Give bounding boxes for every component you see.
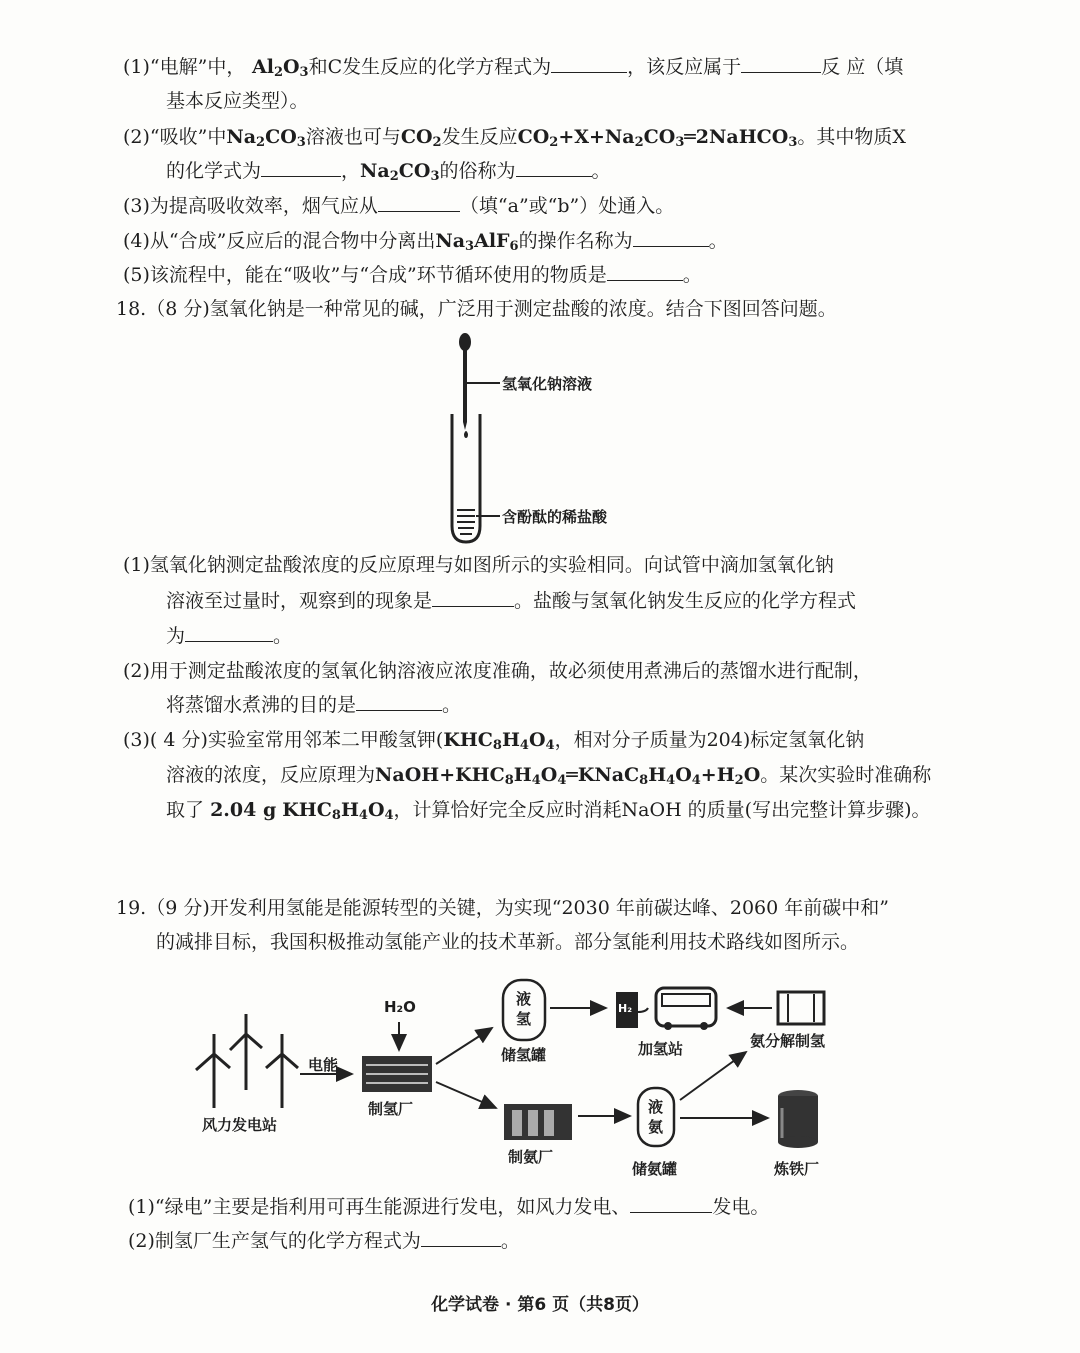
- q17-line-4: 的化学式为 ，$Na_2CO_3$的俗称为 。: [166, 160, 611, 184]
- q17-line-6: (4)从“合成”反应后的混合物中分离出$Na_3AlF_6$的操作名称为 。: [123, 230, 728, 254]
- q18-line-3: 为 。: [166, 625, 293, 647]
- label-h2-tank-text-1: 液: [516, 990, 532, 1008]
- q18-line-1: (1)氢氧化钠测定盐酸浓度的反应原理与如图所示的实验相同。向试管中滴加氢氧化钠: [123, 554, 834, 576]
- answer-blank[interactable]: [421, 1228, 501, 1247]
- q18-title: 18.（8 分)氢氧化钠是一种常见的碱，广泛用于测定盐酸的浓度。结合下图回答问题。: [116, 298, 837, 320]
- q19-line-2: (2)制氢厂生产氢气的化学方程式为 。: [128, 1230, 520, 1252]
- q17-line-5: (3)为提高吸收效率，烟气应从 （填“a”或“b”）处通入。: [123, 195, 675, 217]
- q18-line-4: (2)用于测定盐酸浓度的氢氧化钠溶液应浓度准确，故必须使用煮沸后的蒸馏水进行配制，: [123, 660, 872, 682]
- hydrogen-route-diagram: [190, 968, 870, 1190]
- answer-blank[interactable]: [261, 158, 341, 177]
- label-station: 加氢站: [638, 1040, 684, 1058]
- answer-blank[interactable]: [630, 1194, 712, 1213]
- answer-blank[interactable]: [551, 54, 627, 73]
- q17-line-1: (1)“电解”中， $Al_2O_3$和C发生反应的化学方程式为 ，该反应属于 反 应（填: [123, 56, 904, 80]
- label-acid-solution: 含酚酞的稀盐酸: [502, 508, 608, 526]
- q19-line-1: (1)“绿电”主要是指利用可再生能源进行发电，如风力发电、 发电。: [128, 1196, 770, 1218]
- bus-icon: [656, 988, 716, 1030]
- page-footer: 化学试卷 · 第6 页（共8页）: [431, 1295, 649, 1315]
- label-hydrogen-tank: 储氢罐: [501, 1046, 547, 1064]
- label-steel-plant: 炼铁厂: [774, 1160, 820, 1178]
- label-naoh-solution: 氢氧化钠溶液: [502, 375, 593, 393]
- answer-blank[interactable]: [516, 158, 592, 177]
- answer-blank[interactable]: [356, 692, 442, 711]
- label-hydrogen-plant: 制氢厂: [368, 1100, 414, 1118]
- q18-line-5: 将蒸馏水煮沸的目的是 。: [166, 694, 462, 716]
- ammonia-plant-icon: [504, 1104, 572, 1140]
- ammonia-splitter-icon: [778, 992, 824, 1024]
- dropper-bulb-icon: [459, 333, 471, 351]
- q17-line-3: (2)“吸收”中$Na_2CO_3$溶液也可与$CO_2$发生反应$CO_2+X+Na_2CO_3═2NaHCO_3$。其中物质X: [123, 126, 906, 150]
- label-nh3-tank-text-2: 氨: [648, 1118, 664, 1136]
- q19-title-1: 19.（9 分)开发利用氢能是能源转型的关键，为实现“2030 年前碳达峰、2060 年前碳中和”: [116, 897, 889, 919]
- q18-line-6: (3)( 4 分)实验室常用邻苯二甲酸氢钾($KHC_8H_4O_4$，相对分子质量为204)标定氢氧化钠: [123, 729, 865, 753]
- wind-turbine-icon: [196, 1014, 298, 1108]
- answer-blank[interactable]: [432, 588, 514, 607]
- label-ammonia-split: 氨分解制氢: [750, 1032, 826, 1050]
- label-h2-tank-text-2: 氢: [516, 1010, 532, 1028]
- label-nh3-tank-text-1: 液: [648, 1098, 664, 1116]
- drop-icon: [464, 431, 468, 438]
- label-water: H₂O: [384, 998, 416, 1016]
- label-power: 电能: [308, 1056, 339, 1074]
- answer-blank[interactable]: [741, 54, 821, 73]
- q18-line-7: 溶液的浓度，反应原理为$NaOH+KHC_8H_4O_4═KNaC_8H_4O_4+H_2O$。某次实验时准确称: [166, 764, 932, 788]
- label-wind-station: 风力发电站: [202, 1116, 278, 1134]
- answer-blank[interactable]: [633, 228, 709, 247]
- label-ammonia-tank: 储氨罐: [632, 1160, 678, 1178]
- steel-plant-icon: [778, 1090, 818, 1148]
- q18-line-8: 取了 2.04 g $KHC_8H_4O_4$，计算恰好完全反应时消耗NaOH 的质量(写出完整计算步骤)。: [166, 799, 931, 823]
- answer-blank[interactable]: [185, 623, 273, 642]
- answer-blank[interactable]: [378, 193, 460, 212]
- q17-line-2: 基本反应类型）。: [166, 90, 309, 112]
- q18-line-2: 溶液至过量时，观察到的现象是 。盐酸与氢氧化钠发生反应的化学方程式: [166, 590, 857, 612]
- q17-line-7: (5)该流程中，能在“吸收”与“合成”环节循环使用的物质是 。: [123, 264, 702, 286]
- hydrogen-plant-icon: [362, 1056, 432, 1092]
- label-h2-tag: H₂: [618, 1002, 633, 1015]
- q19-title-2: 的减排目标，我国积极推动氢能产业的技术革新。部分氢能利用技术路线如图所示。: [156, 931, 860, 953]
- answer-blank[interactable]: [607, 262, 683, 281]
- q18-figure: [430, 330, 650, 550]
- label-ammonia-plant: 制氨厂: [508, 1148, 554, 1166]
